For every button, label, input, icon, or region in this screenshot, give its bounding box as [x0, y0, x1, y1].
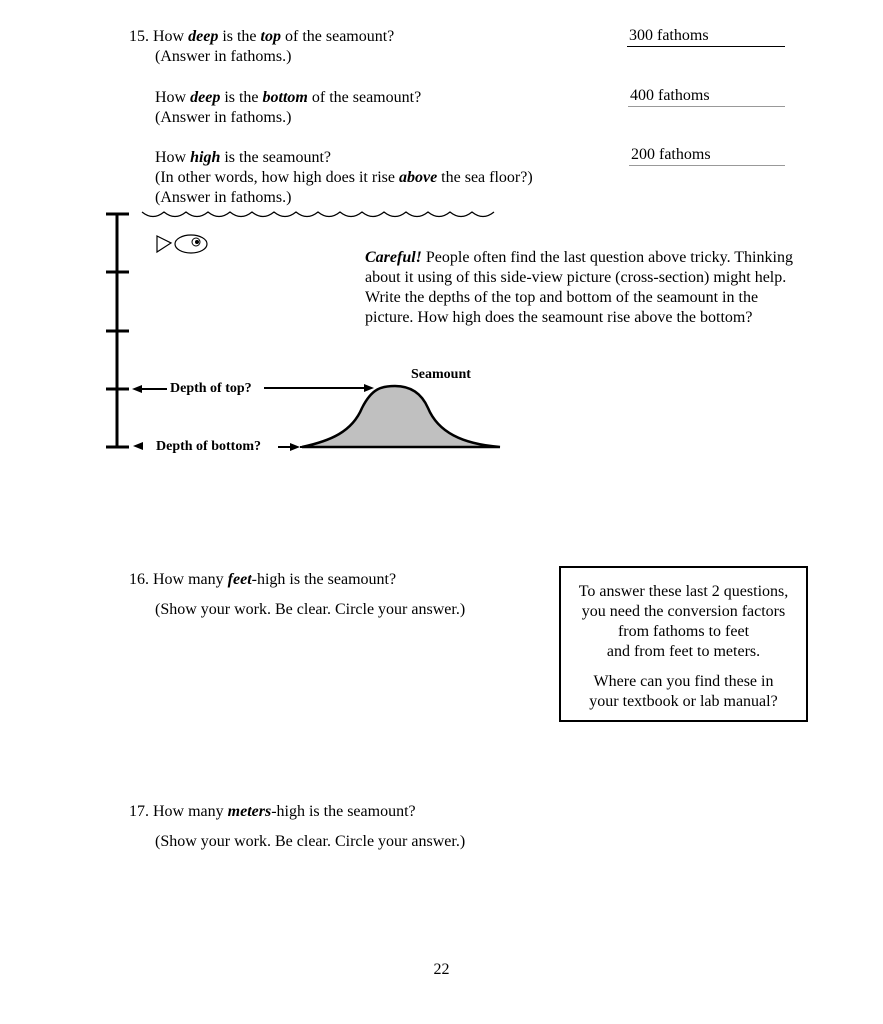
q15-high-question: How high is the seamount?	[155, 149, 331, 166]
depth-top-arrows	[132, 384, 374, 393]
depth-top-label: Depth of top?	[170, 381, 252, 396]
q15-answer-hint-1: (Answer in fathoms.)	[155, 48, 292, 65]
depth-scale	[106, 213, 129, 447]
q15-answer-bottom[interactable]: 400 fathoms	[628, 86, 785, 107]
careful-note: Careful! People often find the last question above tricky. Thinking about it using of this side-view picture (cross-section) might help. Write the depths of the top and bottom of the seamount in the picture. How high does the seamount rise above the bottom?	[365, 249, 793, 326]
page-number: 22	[433, 961, 450, 978]
q17-question: 17. How many meters-high is the seamount?	[129, 803, 416, 820]
q15-deep-bottom-question: How deep is the bottom of the seamount?	[155, 89, 422, 106]
hint-line: To answer these last 2 questions,	[578, 583, 789, 600]
sea-surface-waves	[142, 212, 494, 217]
q16-instructions: (Show your work. Be clear. Circle your answer.)	[155, 601, 466, 618]
seamount-shape	[302, 386, 500, 447]
q15-deep-top-question: 15. How deep is the top of the seamount?	[129, 28, 395, 45]
q15-answer-hint-2: (Answer in fathoms.)	[155, 109, 292, 126]
q16-question: 16. How many feet-high is the seamount?	[129, 571, 397, 588]
conversion-hint-box	[559, 566, 808, 722]
q17-instructions: (Show your work. Be clear. Circle your answer.)	[155, 833, 466, 850]
hint-line: your textbook or lab manual?	[589, 693, 778, 710]
q15-answer-height[interactable]: 200 fathoms	[629, 145, 785, 166]
hint-line: and from feet to meters.	[606, 643, 761, 660]
seamount-label: Seamount	[411, 367, 471, 382]
q15-answer-hint-3: (Answer in fathoms.)	[155, 189, 292, 206]
q15-high-clarification: (In other words, how high does it rise above the sea floor?)	[155, 169, 533, 186]
hint-line: from fathoms to feet	[617, 623, 750, 640]
hint-line: Where can you find these in	[593, 673, 774, 690]
depth-bottom-label: Depth of bottom?	[156, 439, 261, 454]
hint-line: you need the conversion factors	[581, 603, 786, 620]
fish-icon	[157, 235, 207, 253]
q15-answer-top[interactable]: 300 fathoms	[627, 26, 785, 47]
